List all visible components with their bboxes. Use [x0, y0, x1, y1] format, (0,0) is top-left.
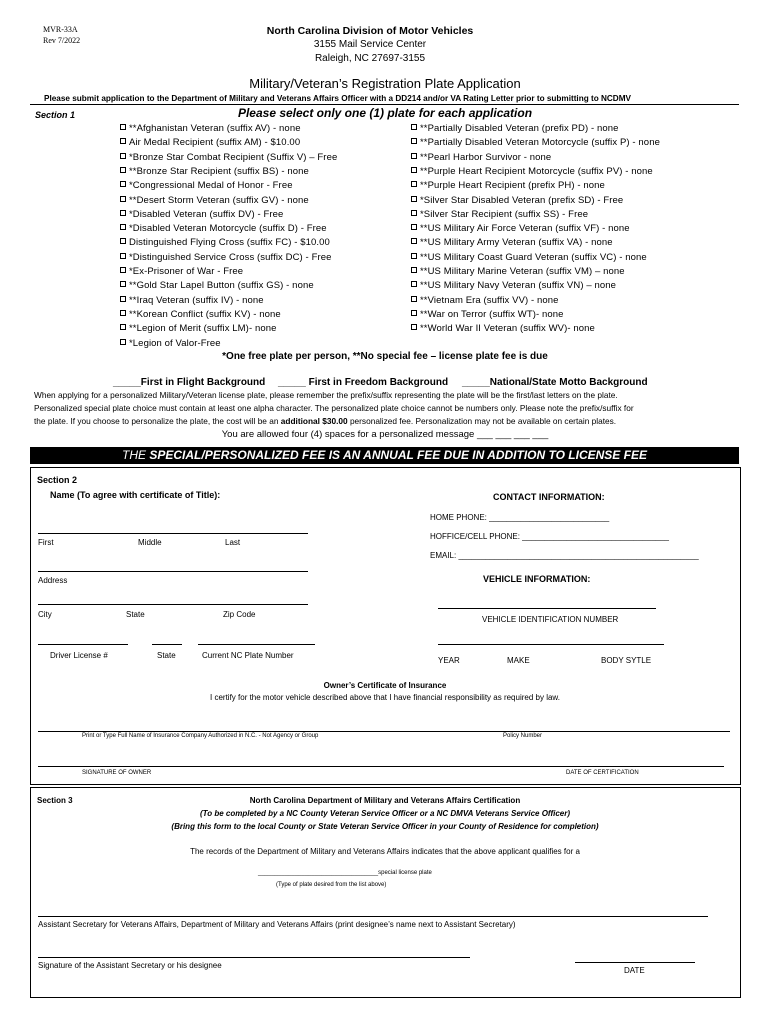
address-line[interactable] — [38, 571, 308, 572]
plate-footnote: *One free plate per person, **No special fee – license plate fee is due — [222, 351, 548, 362]
checkbox-icon[interactable] — [120, 238, 126, 244]
plate-option-label: **War on Terror (suffix WT)- none — [420, 308, 564, 320]
checkbox-icon[interactable] — [411, 224, 417, 230]
section-1-heading: Please select only one (1) plate for each application — [237, 106, 533, 120]
section-3-sub-2: (Bring this form to the local County or State Veteran Service Officer in your County of Residence for completion) — [171, 822, 599, 831]
bg-flight-option[interactable]: _____First in Flight Background — [113, 377, 266, 388]
para3-end: personalized fee. Personalization may not be available on certain plates. — [347, 416, 617, 426]
form-rev: Rev 7/2022 — [43, 36, 81, 45]
asst-secretary-line[interactable] — [38, 916, 708, 917]
plate-option[interactable] — [120, 195, 309, 206]
plate-option[interactable] — [411, 280, 616, 291]
agency-name: North Carolina Division of Motor Vehicles — [266, 25, 474, 37]
plate-option[interactable] — [120, 166, 309, 177]
city-state-zip-line[interactable] — [38, 604, 308, 605]
personalized-message-spaces[interactable]: You are allowed four (4) spaces for a personalized message ___ ___ ___ ___ — [221, 429, 549, 440]
checkbox-icon[interactable] — [120, 196, 126, 202]
middle-label: Middle — [138, 538, 162, 547]
plate-option[interactable] — [411, 137, 660, 148]
plate-option-label: **Desert Storm Veteran (suffix GV) - none — [129, 194, 309, 206]
checkbox-icon[interactable] — [411, 281, 417, 287]
vin-label: VEHICLE IDENTIFICATION NUMBER — [482, 615, 619, 624]
current-plate-line[interactable] — [198, 644, 315, 645]
plate-option[interactable] — [120, 338, 221, 349]
plate-option-label: *Legion of Valor-Free — [129, 337, 221, 349]
driver-license-line[interactable] — [38, 644, 128, 645]
checkbox-icon[interactable] — [411, 196, 417, 202]
checkbox-icon[interactable] — [411, 238, 417, 244]
section-3-sub-1: (To be completed by a NC County Veteran Service Officer or a NC DMVA Veterans Service Officer) — [199, 809, 571, 818]
owner-signature-label: SIGNATURE OF OWNER — [82, 770, 152, 776]
checkbox-icon[interactable] — [120, 210, 126, 216]
special-plate-field[interactable]: ____________________________________special license plate — [258, 870, 432, 876]
plate-option[interactable] — [411, 180, 605, 191]
year-label: YEAR — [438, 656, 460, 665]
checkbox-icon[interactable] — [120, 310, 126, 316]
header-divider — [30, 104, 739, 105]
plate-option-label: **Vietnam Era (suffix VV) - none — [420, 294, 559, 306]
plate-option[interactable] — [411, 309, 564, 320]
checkbox-icon[interactable] — [411, 210, 417, 216]
plate-option[interactable] — [120, 266, 243, 277]
office-phone-field[interactable]: HOFFICE/CELL PHONE: _________________________________ — [430, 532, 669, 541]
annual-fee-banner — [30, 447, 739, 464]
bg-motto-option[interactable]: _____National/State Motto Background — [462, 377, 648, 388]
plate-option-label: *Distinguished Service Cross (suffix DC) - Free — [129, 251, 332, 263]
driver-license-label: Driver License # — [50, 651, 108, 660]
checkbox-icon[interactable] — [411, 267, 417, 273]
checkbox-icon[interactable] — [120, 339, 126, 345]
plate-option-label: **US Military Coast Guard Veteran (suffix VC) - none — [420, 251, 647, 263]
section-3-label: Section 3 — [37, 796, 73, 805]
first-label: First — [38, 538, 54, 547]
plate-option-label: **US Military Air Force Veteran (suffix VF) - none — [420, 223, 630, 235]
plate-option[interactable] — [120, 295, 264, 306]
section-2-label: Section 2 — [37, 475, 78, 485]
vehicle-heading: VEHICLE INFORMATION: — [483, 574, 591, 584]
form-title: Military/Veteran’s Registration Plate Application — [249, 76, 521, 91]
plate-option[interactable] — [120, 209, 283, 220]
checkbox-icon[interactable] — [120, 138, 126, 144]
plate-option-label: **Legion of Merit (suffix LM)- none — [129, 323, 277, 335]
additional-fee: additional $30.00 — [280, 416, 348, 426]
checkbox-icon[interactable] — [411, 296, 417, 302]
checkbox-icon[interactable] — [411, 124, 417, 130]
plate-option-label: *Congressional Medal of Honor - Free — [129, 180, 293, 192]
checkbox-icon[interactable] — [411, 324, 417, 330]
vin-line[interactable] — [438, 608, 656, 609]
checkbox-icon[interactable] — [411, 253, 417, 259]
plate-option[interactable] — [120, 323, 276, 334]
checkbox-icon[interactable] — [120, 324, 126, 330]
name-line[interactable] — [38, 533, 308, 534]
plate-option-label: **Partially Disabled Veteran Motorcycle (suffix P) - none — [420, 137, 660, 149]
plate-option-label: **US Military Army Veteran (suffix VA) - none — [420, 237, 613, 249]
asst-date-line[interactable] — [575, 962, 695, 963]
insurance-statement: I certify for the motor vehicle described above that I have financial responsibility as required by law. — [210, 693, 560, 702]
email-field[interactable]: EMAIL: ______________________________________________________ — [430, 551, 699, 560]
section-1-label: Section 1 — [35, 110, 76, 120]
plate-option-label: *Silver Star Recipient (suffix SS) - Free — [420, 208, 589, 220]
agency-address-1: 3155 Mail Service Center — [313, 39, 427, 50]
plate-option-label: *Disabled Veteran (suffix DV) - Free — [129, 208, 284, 220]
plate-option-label: **World War II Veteran (suffix WV)- none — [420, 323, 595, 335]
checkbox-icon[interactable] — [120, 167, 126, 173]
checkbox-icon[interactable] — [411, 181, 417, 187]
plate-option[interactable] — [411, 252, 647, 263]
banner-the: THE — [122, 448, 150, 462]
plate-option-label: **Partially Disabled Veteran (prefix PD) - none — [420, 123, 619, 134]
plate-option[interactable] — [411, 152, 551, 163]
city-label: City — [38, 610, 52, 619]
plate-option[interactable] — [120, 152, 337, 163]
zip-label: Zip Code — [223, 610, 256, 619]
contact-heading: CONTACT INFORMATION: — [493, 492, 605, 502]
form-id: MVR-33A — [43, 25, 78, 34]
plate-option-label: **Purple Heart Recipient (prefix PH) - none — [420, 180, 605, 192]
policy-number-label: Policy Number — [503, 733, 543, 739]
plate-option[interactable] — [120, 309, 281, 320]
checkbox-icon[interactable] — [120, 296, 126, 302]
plate-option[interactable] — [411, 166, 653, 177]
asst-signature-line[interactable] — [38, 957, 470, 958]
plate-option-label: *Bronze Star Combat Recipient (Suffix V) – Free — [129, 151, 338, 163]
bg-freedom-option[interactable]: _____ First in Freedom Background — [278, 377, 449, 388]
checkbox-icon[interactable] — [120, 224, 126, 230]
plate-option-label: **Iraq Veteran (suffix IV) - none — [129, 294, 264, 306]
plate-option[interactable] — [120, 237, 330, 248]
plate-option-label: **Afghanistan Veteran (suffix AV) - none — [129, 123, 301, 134]
plate-option[interactable] — [411, 323, 595, 334]
address-label: Address — [38, 576, 68, 585]
plate-option-label: **Gold Star Lapel Button (suffix GS) - none — [129, 280, 314, 292]
state-label: State — [126, 610, 145, 619]
plate-option[interactable] — [411, 237, 613, 248]
plate-option[interactable] — [120, 223, 327, 234]
checkbox-icon[interactable] — [120, 253, 126, 259]
checkbox-icon[interactable] — [120, 181, 126, 187]
submission-instruction: Please submit application to the Department of Military and Veterans Affairs Officer with a DD214 and/or VA Rating Letter prior to submitting to NCDMV — [44, 94, 632, 103]
section-3-heading: North Carolina Department of Military and Veterans Affairs Certification — [249, 796, 521, 805]
plate-option-label: *Ex-Prisoner of War - Free — [129, 266, 244, 277]
type-of-plate-note: (Type of plate desired from the list above) — [276, 882, 387, 888]
plate-option[interactable] — [411, 223, 630, 234]
plate-option[interactable] — [411, 195, 623, 206]
checkbox-icon[interactable] — [120, 124, 126, 130]
plate-option-label: *Disabled Veteran Motorcycle (suffix D) - Free — [129, 223, 327, 235]
owner-signature-line[interactable] — [38, 766, 724, 767]
plate-option-label: **US Military Navy Veteran (suffix VN) – none — [420, 280, 616, 292]
plate-option[interactable] — [120, 137, 300, 148]
checkbox-icon[interactable] — [411, 167, 417, 173]
dl-state-label: State — [157, 651, 176, 660]
plate-option[interactable] — [120, 252, 332, 263]
plate-option-label: **Korean Conflict (suffix KV) - none — [129, 308, 281, 320]
plate-option[interactable] — [411, 123, 619, 134]
checkbox-icon[interactable] — [411, 138, 417, 144]
records-statement: The records of the Department of Military and Veterans Affairs indicates that the above applicant qualifies for a — [190, 847, 580, 856]
plate-option[interactable] — [120, 180, 293, 191]
plate-option[interactable] — [411, 266, 625, 277]
personalization-paragraph-1: When applying for a personalized Military/Veteran license plate, please remember the prefix/suffix representing the plate will be the first/last letters on the plate. — [34, 390, 618, 400]
insurance-heading: Owner’s Certificate of Insurance — [323, 681, 447, 690]
plate-option[interactable] — [411, 295, 559, 306]
insurance-company-label: Print or Type Full Name of Insurance Company Authorized in N.C. - Not Agency or Group — [82, 733, 319, 739]
date-certification-label: DATE OF CERTIFICATION — [566, 770, 639, 776]
personalization-paragraph-2: Personalized special plate choice must contain at least one alpha character. The personalized plate choice cannot be numbers only. Please note the prefix/suffix for — [34, 403, 634, 413]
plate-option-label: Distinguished Flying Cross (suffix FC) - $10.00 — [129, 237, 330, 249]
plate-option-label: **Bronze Star Recipient (suffix BS) - none — [129, 165, 309, 177]
current-plate-label: Current NC Plate Number — [202, 651, 294, 660]
checkbox-icon[interactable] — [411, 310, 417, 316]
plate-option-label: **Purple Heart Recipient Motorcycle (suffix PV) - none — [420, 165, 653, 177]
name-label: Name (To agree with certificate of Title): — [50, 490, 221, 500]
asst-secretary-label: Assistant Secretary for Veterans Affairs, Department of Military and Veterans Affairs (print designee’s name next to Assistant Secretary) — [38, 920, 516, 929]
body-style-label: BODY SYTLE — [601, 656, 652, 665]
last-label: Last — [225, 538, 241, 547]
asst-signature-label: Signature of the Assistant Secretary or his designee — [38, 961, 222, 970]
plate-option-label: **Pearl Harbor Survivor - none — [420, 151, 552, 163]
checkbox-icon[interactable] — [120, 153, 126, 159]
plate-option[interactable] — [120, 280, 314, 291]
agency-address-2: Raleigh, NC 27697-3155 — [314, 53, 426, 64]
plate-option-label: *Silver Star Disabled Veteran (prefix SD) - Free — [420, 194, 624, 206]
home-phone-field[interactable]: HOME PHONE: ___________________________ — [430, 513, 610, 522]
make-label: MAKE — [507, 656, 530, 665]
personalization-paragraph-3 — [34, 416, 616, 426]
plate-option-label: **US Military Marine Veteran (suffix VM) – none — [420, 266, 625, 277]
insurance-line[interactable] — [38, 731, 730, 732]
checkbox-icon[interactable] — [411, 153, 417, 159]
dl-state-line[interactable] — [152, 644, 182, 645]
year-make-body-line[interactable] — [438, 644, 664, 645]
asst-date-label: DATE — [624, 966, 645, 975]
plate-option-label: Air Medal Recipient (suffix AM) - $10.00 — [129, 137, 301, 149]
checkbox-icon[interactable] — [120, 267, 126, 273]
para3-start: the plate. If you choose to personalize the plate, the cost will be an — [34, 416, 281, 426]
plate-option[interactable] — [411, 209, 588, 220]
checkbox-icon[interactable] — [120, 281, 126, 287]
plate-option[interactable] — [120, 123, 301, 134]
banner-text: SPECIAL/PERSONALIZED FEE IS AN ANNUAL FEE DUE IN ADDITION TO LICENSE FEE — [149, 448, 647, 462]
